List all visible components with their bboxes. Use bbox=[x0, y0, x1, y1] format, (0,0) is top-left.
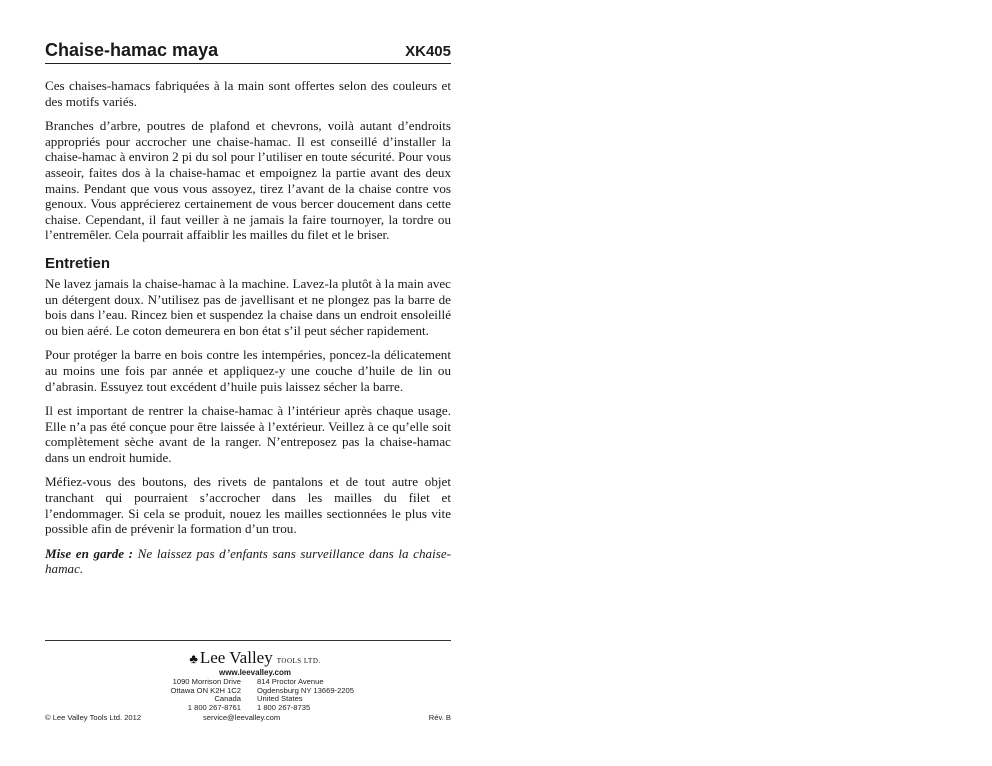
body-text bbox=[45, 78, 451, 577]
logo-text: Lee Valley bbox=[199, 648, 273, 667]
maintenance-paragraph: Pour protéger la barre en bois contre les intempéries, poncez-la délicatement au moins une fois par année et appliquez-y une couche d’huile de lin ou d’abrasin. Essuyez tout excédent d’huile puis laissez sécher la barre. bbox=[45, 347, 451, 394]
address-us bbox=[257, 678, 397, 713]
maintenance-paragraph: Méfiez-vous des boutons, des rivets de pantalons et de tout autre objet tranchant qui pourraient s’accrocher dans les mailles du filet et l’endommager. Si cela se produit, nouez les mailles sectionnées le plus vite possible afin de prévenir la formation d’un trou. bbox=[45, 474, 451, 537]
document-page bbox=[45, 40, 451, 586]
address-line: 814 Proctor Avenue bbox=[257, 677, 324, 686]
footer bbox=[45, 640, 451, 722]
logo-suffix: TOOLS LTD. bbox=[276, 657, 321, 665]
website-link[interactable]: www.leevalley.com bbox=[218, 668, 292, 677]
email-link[interactable]: service@leevalley.com bbox=[203, 713, 281, 722]
company-logo bbox=[185, 648, 325, 677]
phone-number: 1 800 267-8761 bbox=[187, 703, 241, 713]
page-title: Chaise-hamac maya bbox=[45, 40, 219, 60]
product-code: XK405 bbox=[405, 43, 451, 60]
revision-label: Rév. B bbox=[428, 713, 451, 722]
warning-label: Mise en garde : bbox=[45, 545, 134, 561]
document-header bbox=[45, 40, 451, 64]
address-canada bbox=[153, 678, 241, 713]
copyright-notice: © Lee Valley Tools Ltd. 2012 bbox=[45, 713, 142, 722]
address-line: Ogdensburg NY 13669-2205 bbox=[257, 685, 354, 695]
address-line: Ottawa ON K2H 1C2 bbox=[170, 685, 241, 695]
phone-number: 1 800 267-8735 bbox=[257, 703, 311, 713]
address-line: Canada bbox=[214, 694, 241, 704]
maintenance-paragraph: Il est important de rentrer la chaise-hamac à l’intérieur après chaque usage. Elle n’a pas été conçue pour être laissée à l’extérieur. Veillez à ce qu’elle soit complètement sèche avant de la ranger. N’entreposez pas la chaise-hamac dans un endroit humide. bbox=[45, 403, 451, 465]
intro-paragraph: Ces chaises-hamacs fabriquées à la main sont offertes selon des couleurs et des motifs variés. bbox=[45, 78, 451, 109]
section-heading-maintenance: Entretien bbox=[45, 254, 111, 272]
warning-text: Ne laissez pas d’enfants sans surveillance dans la chaise-hamac. bbox=[45, 545, 451, 577]
maintenance-paragraph: Ne lavez jamais la chaise-hamac à la machine. Lavez-la plutôt à la main avec un détergent doux. N’utilisez pas de javellisant et ne plongez pas la barre de bois dans l’eau. Rincez bien et suspendez la chaise dans un endroit ensoleillé ou bien aéré. Le coton demeurera en bon état s’il peut sécher rapidement. bbox=[45, 275, 451, 338]
warning-paragraph bbox=[45, 546, 451, 577]
intro-paragraph: Branches d’arbre, poutres de plafond et chevrons, voilà autant d’endroits appropriés pour accrocher une chaise-hamac. Il est conseillé d’installer la chaise-hamac à environ 2 pi du sol pour l’utiliser en toute sécurité. Pour vous asseoir, faites dos à la chaise-hamac et empoignez la partie avant des deux mains. Pendant que vous vous assoyez, tirez l’avant de la chaise contre vos genoux. Vous apprécierez certainement de vous bercer doucement dans cette chaise. Cependant, il faut veiller à ne jamais la faire tournoyer, la tordre ou l’entremêler. Cela pourrait affaiblir les mailles du filet et le briser. bbox=[45, 118, 451, 243]
address-line: United States bbox=[257, 694, 303, 704]
address-line: 1090 Morrison Drive bbox=[172, 677, 241, 686]
tree-icon: ♣ bbox=[189, 651, 198, 666]
